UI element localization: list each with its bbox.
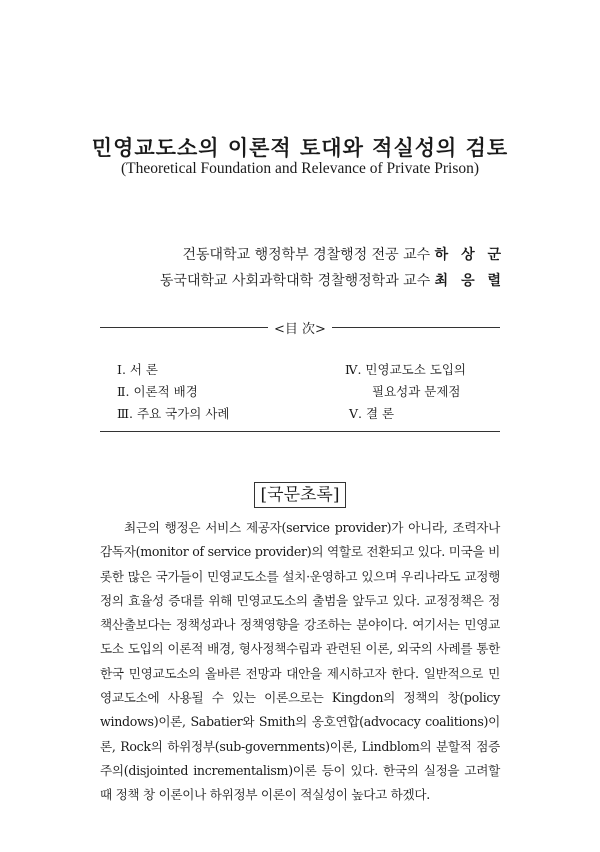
author-line-1: [183, 244, 506, 264]
abstract-heading: [국문초록]: [0, 480, 600, 505]
toc-item: 필요성과 문제점: [372, 384, 461, 399]
toc-item: Ⅰ. 서 론: [117, 362, 159, 377]
abstract-body: 최근의 행정은 서비스 제공자(service provider)가 아니라, 조력자나 감독자(monitor of service provider)의 역할로 전환되고 있다. 미국을 비롯한 많은 국가들이 민영교도소를 설치·운영하고 있으며 우리나라도 교정행정의 효율성 증대를 위해 민영교도소의 출범을 앞두고 있다. 교정정책은 정책산출보다는 정책성과나 정책영향을 강조하는 분야이다. 여기서는 민영교도소 도입의 이론적 배경, 형사정책수립과 관련된 이론, 외국의 사례를 통한 한국 민영교도소의 올바른 전망과 대안을 제시하고자 한다. 일반적으로 민영교도소에 사용될 수 있는 이론으로는 Kingdon의 정책의 창(policy windows)이론, Sabatier와 Smith의 옹호연합(advocacy coalitions)이론, Rock의 하위정부(sub-governments)이론, Lindblom의 분할적 점증주의(disjointed incrementalism)이론 등이 있다. 한국의 실정을 고려할 때 정책 창 이론이나 하위정부 이론이 적실성이 높다고 하겠다.: [100, 520, 500, 803]
paper-subtitle: (Theoretical Foundation and Relevance of Private Prison): [120, 160, 480, 177]
author-affiliation: 건동대학교 행정학부 경찰행정 전공 교수: [182, 247, 431, 263]
toc-heading: <目 次>: [0, 318, 600, 337]
author-affiliation: 동국대학교 사회과학대학 경찰행정학과 교수: [159, 273, 431, 289]
author-name: 최 응 렬: [434, 273, 505, 289]
paper-title: 민영교도소의 이론적 토대와 적실성의 검토: [91, 135, 509, 160]
author-name: 하 상 군: [434, 247, 505, 263]
toc-item: Ⅳ. 민영교도소 도입의: [345, 362, 467, 377]
toc-item: Ⅱ. 이론적 배경: [117, 384, 198, 399]
toc-item: Ⅴ. 결 론: [349, 406, 395, 421]
author-line-2: [160, 270, 505, 290]
toc-item: Ⅲ. 주요 국가의 사례: [117, 406, 230, 421]
